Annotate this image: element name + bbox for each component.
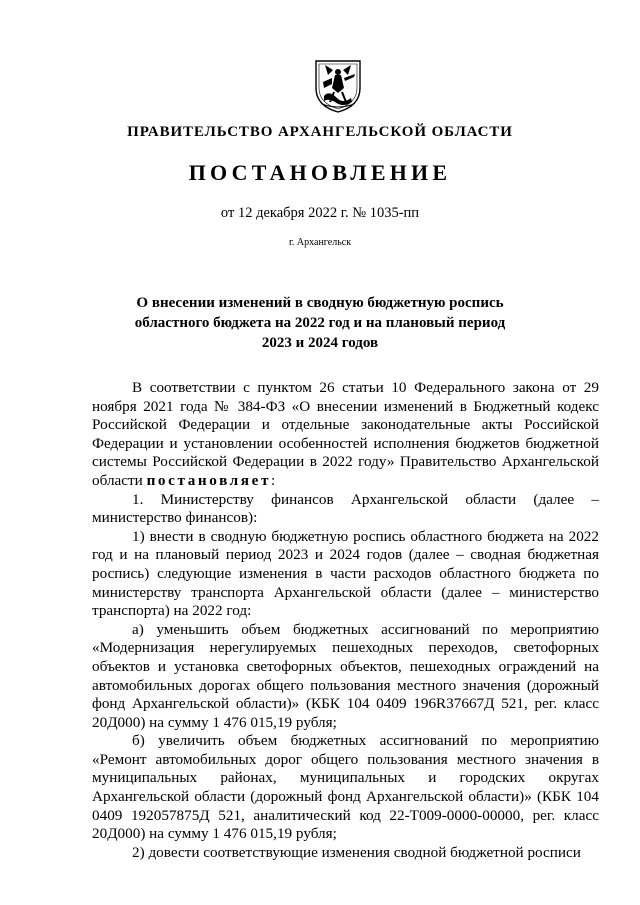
title-line: областного бюджета на 2022 год и на плановый период (134, 315, 506, 331)
document-city: г. Архангельск (288, 237, 352, 248)
document-date-number: от 12 декабря 2022 г. № 1035-пп (220, 205, 420, 221)
paragraph-1: 1. Министерству финансов Архангельской области (далее – министерство финансов): (92, 490, 599, 527)
decree-word: постановляет (146, 471, 272, 489)
title-line: 2023 и 2024 годов (261, 335, 379, 351)
decree-colon: : (271, 471, 276, 489)
coat-of-arms-emblem (313, 58, 363, 114)
paragraph-1-1-b: б) увеличить объем бюджетных ассигнований по мероприятию «Ремонт автомобильных дорог общего пользования местного значения в муниципальных районах, муниципальных и городских округах Архангельской области (дорожный фонд Архангельской области)» (КБК 104 0409 192057875Д 521, аналитический код 22-Т009-0000-00000, рег. класс 20Д000) на сумму 1 476 015,19 рубля; (92, 732, 599, 843)
paragraph-1-2: 2) довести соответствующие изменения сводной бюджетной росписи (132, 843, 581, 861)
document-body (92, 379, 599, 862)
preamble-paragraph (92, 379, 599, 491)
document-type: ПОСТАНОВЛЕНИЕ (188, 160, 452, 185)
preamble-text: В соответствии с пунктом 26 статьи 10 Федерального закона от 29 ноября 2021 года № 384-ФЗ «О внесении изменений в Бюджетный кодекс Российской Федерации и отдельные законодательные акты Российской Федерации и установлении особенностей исполнения бюджетов бюджетной системы Российской Федерации в 2022 году» Правительство Архангельской области (92, 379, 599, 489)
paragraph-1-1: 1) внести в сводную бюджетную роспись областного бюджета на 2022 год и на плановый период 2023 и 2024 годов (далее – сводная бюджетная роспись) следующие изменения в части расходов областного бюджета по министерству транспорта Архангельской области (далее – министерство транспорта) на 2022 год: (92, 527, 599, 620)
government-name: ПРАВИТЕЛЬСТВО АРХАНГЕЛЬСКОЙ ОБЛАСТИ (127, 124, 513, 140)
title-line: О внесении изменений в сводную бюджетную роспись (136, 295, 504, 311)
document-title (100, 293, 540, 353)
paragraph-1-1-a: а) уменьшить объем бюджетных ассигнований по мероприятию «Модернизация нерегулируемых пешеходных переходов, светофорных объектов и установка светофорных объектов, пешеходных ограждений на автомобильных дорогах общего пользования местного значения (дорожный фонд Архангельской области)» (КБК 104 0409 196R37667Д 521, рег. класс 20Д000) на сумму 1 476 015,19 рубля; (92, 620, 599, 731)
